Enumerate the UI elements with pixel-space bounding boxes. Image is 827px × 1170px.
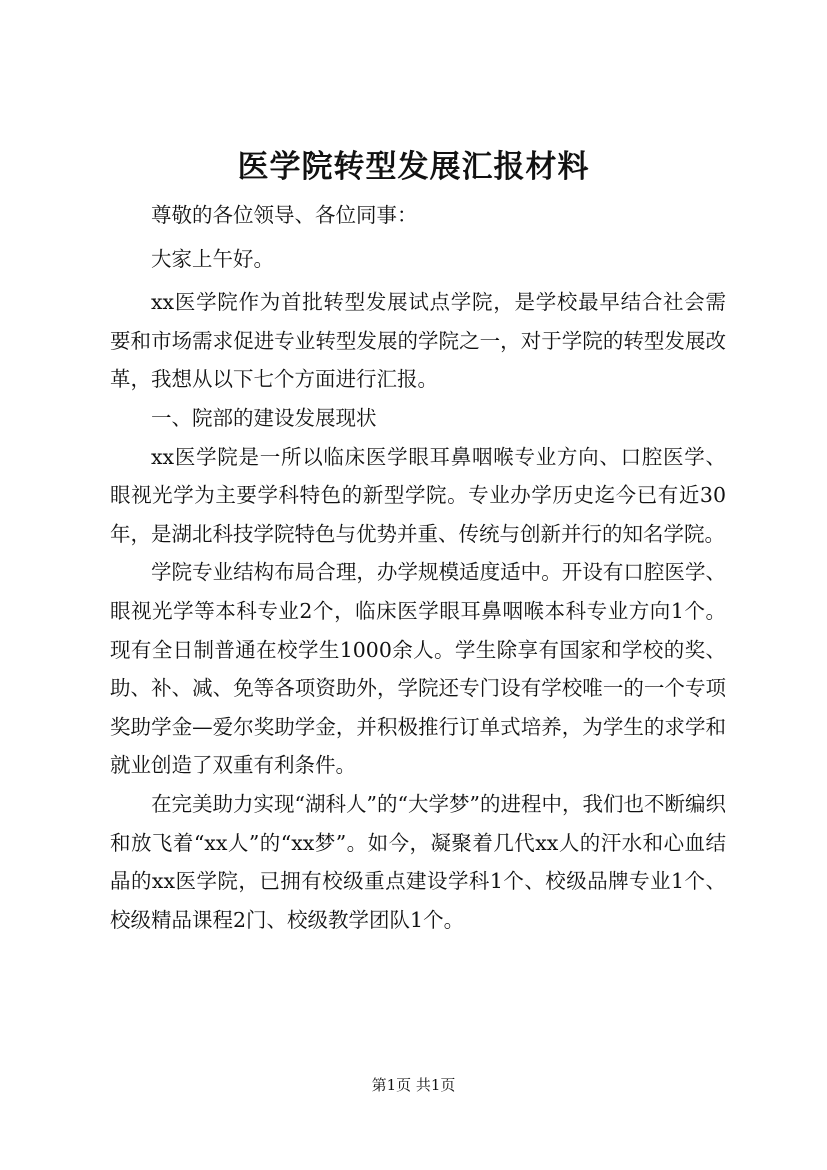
document-body [110, 196, 726, 939]
body-paragraph: 学院专业结构布局合理，办学规模适度适中。开设有口腔医学、眼视光学等本科专业2个，临床医学眼耳鼻咽喉本科专业方向1个。现有全日制普通在校学生1000余人。学生除享有国家和学校的奖、助、补、减、免等各项资助外，学院还专门设有学校唯一的一个专项奖助学金—爱尔奖助学金，并积极推行订单式培养，为学生的求学和就业创造了双重有利条件。 [110, 560, 726, 778]
body-paragraph: xx医学院是一所以临床医学眼耳鼻咽喉专业方向、口腔医学、眼视光学为主要学科特色的新型学院。专业办学历史迄今已有近30年，是湖北科技学院特色与优势并重、传统与创新并行的知名学院。 [110, 444, 726, 546]
greeting-paragraph: 尊敬的各位领导、各位同事： [151, 203, 418, 227]
body-paragraph: 在完美助力实现“湖科人”的“大学梦”的进程中，我们也不断编织和放飞着“xx人”的“xx梦”。如今，凝聚着几代xx人的汗水和心血结晶的xx医学院，已拥有校级重点建设学科1个、校级品牌专业1个、校级精品课程2门、校级教学团队1个。 [110, 791, 726, 932]
section-heading: 一、院部的建设发展现状 [151, 405, 377, 430]
document-title: 医学院转型发展汇报材料 [237, 149, 590, 185]
page-number-footer: 第1页 共1页 [371, 1076, 456, 1094]
intro-paragraph: xx医学院作为首批转型发展试点学院，是学校最早结合社会需要和市场需求促进专业转型发展的学院之一，对于学院的转型发展改革，我想从以下七个方面进行汇报。 [110, 290, 726, 392]
opening-paragraph: 大家上午好。 [151, 246, 274, 271]
